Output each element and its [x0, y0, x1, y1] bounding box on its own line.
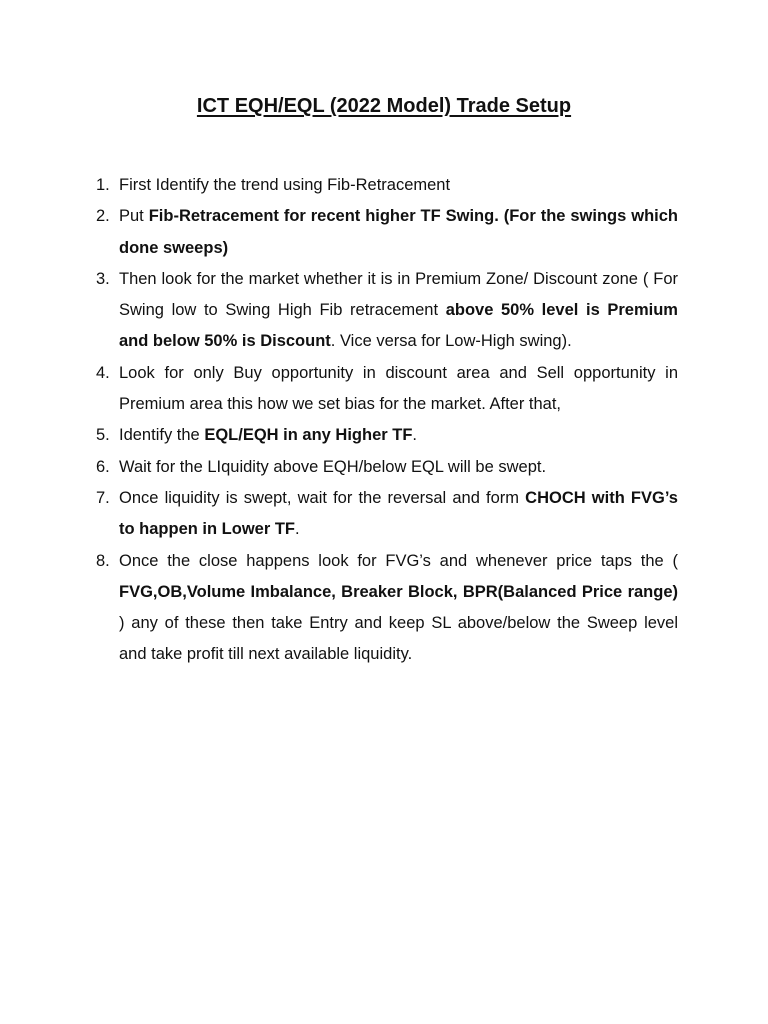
step-text-segment: First Identify the trend using Fib-Retracement	[119, 176, 451, 194]
step-text-segment: Once the close happens look for FVG’s and whenever price taps the (	[119, 551, 678, 570]
step-number: 8.	[96, 551, 110, 570]
step-text-segment: Put	[119, 207, 149, 226]
step-text	[119, 176, 450, 194]
step-item	[92, 264, 678, 358]
step-text-segment: Look for only Buy opportunity in discount area and Sell opportunity in Premium area this how we set bias for the market. After that,	[119, 363, 678, 414]
step-text	[119, 552, 678, 664]
step-number: 3.	[96, 269, 110, 288]
step-text-segment: Once liquidity is swept, wait for the reversal and form	[119, 488, 526, 507]
step-number: 2.	[96, 207, 110, 226]
document-title: ICT EQH/EQL (2022 Model) Trade Setup	[196, 95, 572, 117]
step-number: 5.	[96, 426, 110, 445]
step-text-bold: Fib-Retracement for recent higher TF Swing. (For the swings which done sweeps)	[119, 207, 678, 257]
step-number: 1.	[96, 176, 110, 194]
step-text	[119, 270, 678, 351]
steps-list	[92, 170, 678, 671]
step-item	[92, 452, 678, 483]
step-text-bold: CHOCH with FVG’s to happen in Lower TF	[119, 488, 678, 539]
step-text	[119, 458, 546, 476]
step-text	[119, 426, 417, 444]
step-text-bold: EQL/EQH in any Higher TF	[204, 426, 413, 445]
step-item	[92, 201, 678, 264]
step-item	[92, 420, 678, 451]
step-text-segment: .	[295, 520, 300, 539]
step-text-segment: Then look for the market whether it is in Premium Zone/ Discount zone ( For Swing low to Swing High Fib retracement	[119, 269, 678, 320]
step-text-segment: ) any of these then take Entry and keep SL above/below the Sweep level and take profit till next available liquidity.	[119, 614, 678, 664]
step-text-segment: .	[412, 426, 418, 445]
step-text	[119, 489, 678, 538]
step-item	[92, 170, 678, 201]
step-item	[92, 483, 678, 546]
step-text-segment: Identify the	[119, 426, 205, 445]
step-text-bold: FVG,OB,Volume Imbalance, Breaker Block, BPR(Balanced Price range)	[119, 582, 678, 601]
step-text-segment: Wait for the LIquidity above EQH/below EQL will be swept.	[119, 457, 547, 476]
step-number: 6.	[96, 457, 110, 476]
step-text-segment: . Vice versa for Low-High swing).	[330, 332, 572, 351]
step-text	[119, 364, 678, 413]
step-number: 4.	[96, 363, 110, 382]
step-number: 7.	[96, 488, 110, 507]
step-item	[92, 358, 678, 421]
step-text-bold: above 50% level is Premium and below 50% is Discount	[119, 301, 678, 351]
step-text	[119, 207, 678, 256]
step-item	[92, 546, 678, 671]
